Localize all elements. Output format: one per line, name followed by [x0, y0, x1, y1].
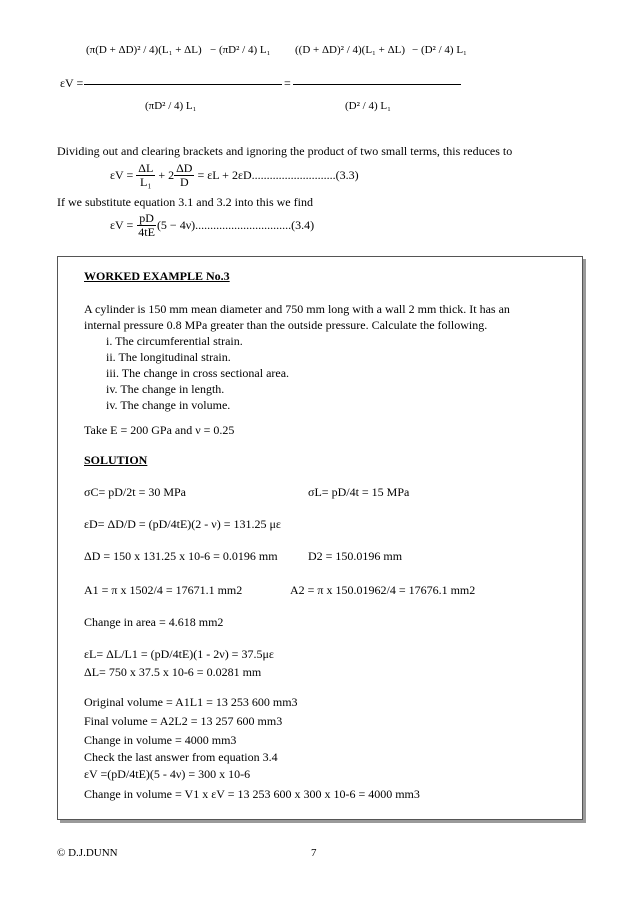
- delta-d-line: ΔD = 150 x 131.25 x 10-6 = 0.0196 mm: [84, 549, 278, 563]
- paragraph-substitute: If we substitute equation 3.1 and 3.2 into this we find: [57, 195, 313, 209]
- eq33-plus2: + 2: [158, 167, 175, 182]
- eq1-numerator-b: − (πD² / 4) L₁: [210, 44, 271, 56]
- d2-line: D2 = 150.0196 mm: [308, 549, 403, 563]
- eq34-frac-num: pD: [139, 210, 154, 225]
- eq2-numerator-a: ((D + ΔD)² / 4)(L₁ + ΔL): [295, 44, 406, 56]
- footer-author: © D.J.DUNN: [57, 847, 118, 859]
- eq33-frac1: [136, 162, 155, 189]
- equation-3-3: [110, 158, 359, 192]
- list-item: ii. The longitudinal strain.: [106, 350, 231, 364]
- worked-example-box: [57, 256, 583, 820]
- eq1-denominator: (πD² / 4) L₁: [145, 100, 197, 112]
- original-volume-line: Original volume = A1L1 = 13 253 600 mm3: [84, 695, 298, 709]
- eq34-frac: [136, 212, 157, 239]
- eq33-frac1-den: L₁: [140, 174, 152, 189]
- list-item: iv. The change in volume.: [106, 398, 231, 412]
- eq33-rhs: = εL + 2εD............................(3.3): [197, 167, 359, 182]
- eq33-lhs: εV =: [110, 167, 134, 182]
- eq2-fraction-bar: [293, 84, 461, 85]
- eq33-frac2: [174, 162, 194, 189]
- eq34-rhs: (5 − 4ν)................................(3.4): [156, 217, 315, 232]
- eq2-numerator-b: − (D² / 4) L₁: [412, 44, 467, 56]
- worked-example-title: WORKED EXAMPLE No.3: [84, 269, 230, 283]
- given-values: Take E = 200 GPa and ν = 0.25: [84, 423, 235, 437]
- eps-d-line: εD= ΔD/D = (pD/4tE)(2 - ν) = 131.25 με: [84, 517, 281, 531]
- delta-l-line: ΔL= 750 x 37.5 x 10-6 = 0.0281 mm: [84, 665, 262, 679]
- eps-v-line: εV =(pD/4tE)(5 - 4ν) = 300 x 10-6: [84, 767, 251, 781]
- page-number: 7: [311, 847, 317, 859]
- eq1-numerator-a: (π(D + ΔD)² / 4)(L₁ + ΔL): [86, 44, 202, 56]
- eq1-fraction-bar: [84, 84, 282, 85]
- equation-3-4: [110, 208, 314, 242]
- eq33-frac2-num: ΔD: [176, 160, 193, 175]
- change-volume-line: Change in volume = 4000 mm3: [84, 733, 237, 747]
- check-line: Check the last answer from equation 3.4: [84, 750, 278, 764]
- eps-l-line: εL= ΔL/L1 = (pD/4tE)(1 - 2ν) = 37.5με: [84, 647, 274, 661]
- eq-lhs: εV =: [60, 76, 84, 90]
- change-volume-check-line: Change in volume = V1 x εV = 13 253 600 x 300 x 10-6 = 4000 mm3: [84, 787, 420, 801]
- problem-line-2: internal pressure 0.8 MPa greater than the outside pressure. Calculate the following.: [84, 318, 488, 332]
- a1-line: A1 = π x 1502/4 = 17671.1 mm2: [84, 583, 243, 597]
- paragraph-dividing-out: Dividing out and clearing brackets and ignoring the product of two small terms, this reduces to: [57, 144, 513, 158]
- eq34-lhs: εV =: [110, 217, 134, 232]
- sigma-c-line: σC= pD/2t = 30 MPa: [84, 485, 187, 499]
- list-item: i. The circumferential strain.: [106, 334, 243, 348]
- a2-line: A2 = π x 150.01962/4 = 17676.1 mm2: [290, 583, 476, 597]
- sigma-l-line: σL= pD/4t = 15 MPa: [308, 485, 410, 499]
- list-item: iv. The change in length.: [106, 382, 225, 396]
- final-volume-line: Final volume = A2L2 = 13 257 600 mm3: [84, 714, 283, 728]
- list-item: iii. The change in cross sectional area.: [106, 366, 290, 380]
- eq33-frac2-den: D: [179, 174, 189, 189]
- eq33-frac1-num: ΔL: [138, 160, 154, 175]
- problem-line-1: A cylinder is 150 mm mean diameter and 750 mm long with a wall 2 mm thick. It has an: [84, 302, 510, 316]
- eq2-denominator: (D² / 4) L₁: [345, 100, 391, 112]
- solution-title: SOLUTION: [84, 453, 148, 467]
- eq34-frac-den: 4tE: [138, 224, 155, 239]
- change-area-line: Change in area = 4.618 mm2: [84, 615, 224, 629]
